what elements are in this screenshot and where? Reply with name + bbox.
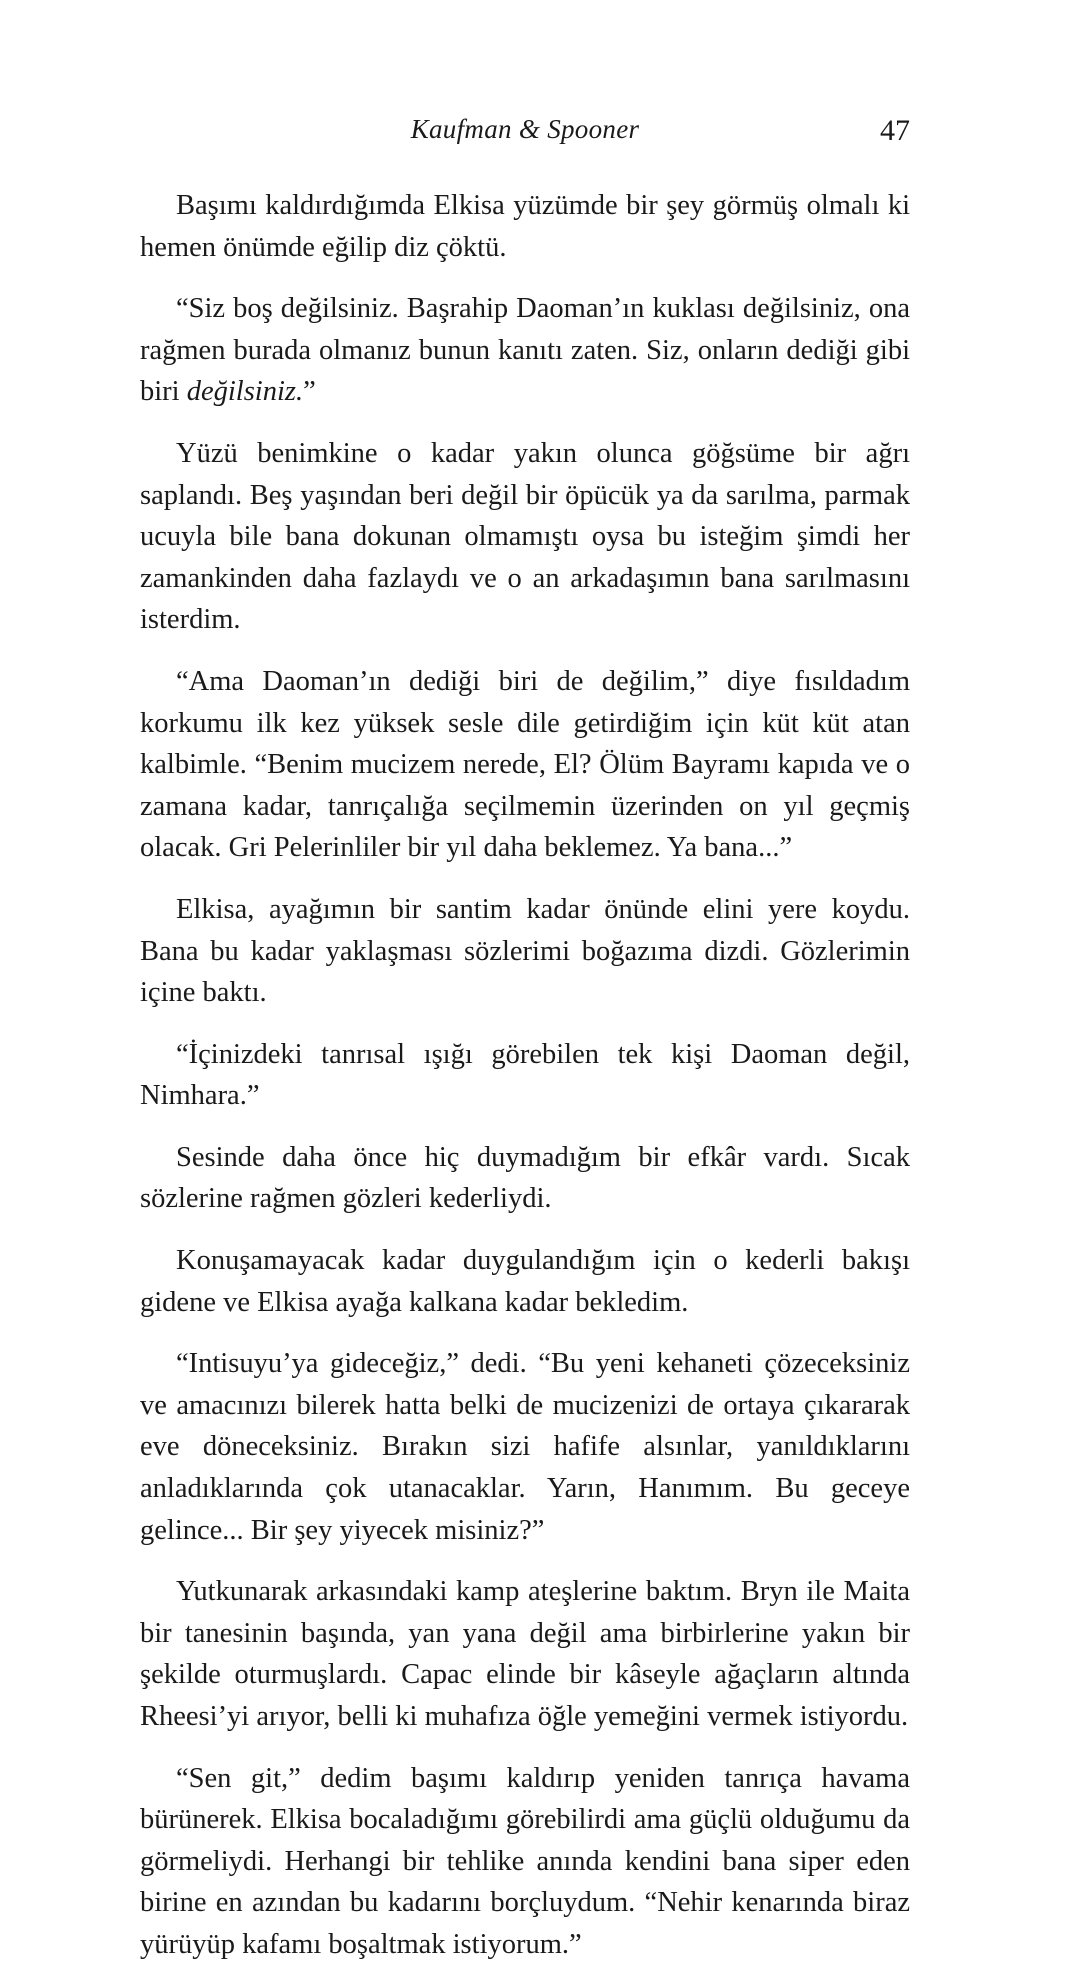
paragraph-4: “Ama Daoman’ın dediği biri de değilim,” diye fısıldadım korkumu ilk kez yüksek sesle dile getirdiğim için küt küt atan kalbimle. “Benim mucizem nerede, El? Ölüm Bayramı kapıda ve o zamana kadar, tanrıçalığa seçilmemin üzerinden on yıl geçmiş olacak. Gri Pelerinliler bir yıl daha beklemez. Ya bana...” — [140, 665, 910, 864]
paragraph-11: “Sen git,” dedim başımı kaldırıp yeniden tanrıça havama bürünerek. Elkisa bocaladığımı görebilirdi ama güçlü olduğumu da görmeliydi. Herhangi bir tehlike anında kendini bana siper eden birine en azından bu kadarını borçluydum. “Nehir kenarında biraz yürüyüp kafamı boşaltmak istiyorum.” — [140, 1762, 910, 1960]
body-text — [140, 185, 910, 1986]
paragraph-5: Elkisa, ayağımın bir santim kadar önünde elini yere koydu. Bana bu kadar yaklaşması sözlerimi boğazıma dizdi. Gözlerimin içine baktı. — [140, 893, 910, 1009]
paragraph-3: Yüzü benimkine o kadar yakın olunca göğsüme bir ağrı saplandı. Beş yaşından beri değil bir öpücük ya da sarılma, parmak ucuyla bile bana dokunan olmamıştı oysa bu isteğim şimdi her zamankinden daha fazlaydı ve o an arkadaşımın bana sarılmasını isterdim. — [140, 437, 910, 636]
paragraph-10: Yutkunarak arkasındaki kamp ateşlerine baktım. Bryn ile Maita bir tanesinin başında, yan yana değil ama birbirlerine yakın bir şekilde oturmuşlardı. Capac elinde bir kâseyle ağaçların altında Rheesi’yi arıyor, belli ki muhafıza öğle yemeğini vermek istiyordu. — [140, 1576, 910, 1732]
paragraph-8: Konuşamayacak kadar duygulandığım için o kederli bakışı gidene ve Elkisa ayağa kalkana kadar bekledim. — [140, 1245, 910, 1318]
paragraph-7: Sesinde daha önce hiç duymadığım bir efkâr vardı. Sıcak sözlerine rağmen gözleri kederliydi. — [140, 1141, 910, 1215]
paragraph-2 — [140, 288, 910, 413]
paragraph-9: “Intisuyu’ya gideceğiz,” dedi. “Bu yeni kehaneti çözeceksiniz ve amacınızı bilerek hatta belki de mucizenizi de ortaya çıkararak eve döneceksiniz. Bırakın sizi hafife alsınlar, yanıldıklarını anladıklarında çok utanacaklar. Yarın, Hanımım. Bu geceye gelince... Bir şey yiyecek misiniz?” — [140, 1348, 910, 1546]
paragraph-2-text: “Siz boş değilsiniz. Başrahip Daoman’ın kuklası değilsiniz, ona rağmen burada olmanız bunun kanıtı zaten. Siz, onların dediği gibi biri — [140, 293, 910, 408]
page-number: 47 — [880, 114, 910, 147]
running-header — [140, 114, 910, 154]
paragraph-2-italic: değilsiniz. — [186, 376, 304, 408]
running-title: Kaufman & Spooner — [410, 114, 640, 144]
paragraph-6: “İçinizdeki tanrısal ışığı görebilen tek kişi Daoman değil, Nimhara.” — [140, 1038, 910, 1112]
paragraph-1: Başımı kaldırdığımda Elkisa yüzümde bir şey görmüş olmalı ki hemen önümde eğilip diz çöktü. — [140, 190, 910, 263]
paragraph-2-closequote: ” — [303, 376, 316, 408]
